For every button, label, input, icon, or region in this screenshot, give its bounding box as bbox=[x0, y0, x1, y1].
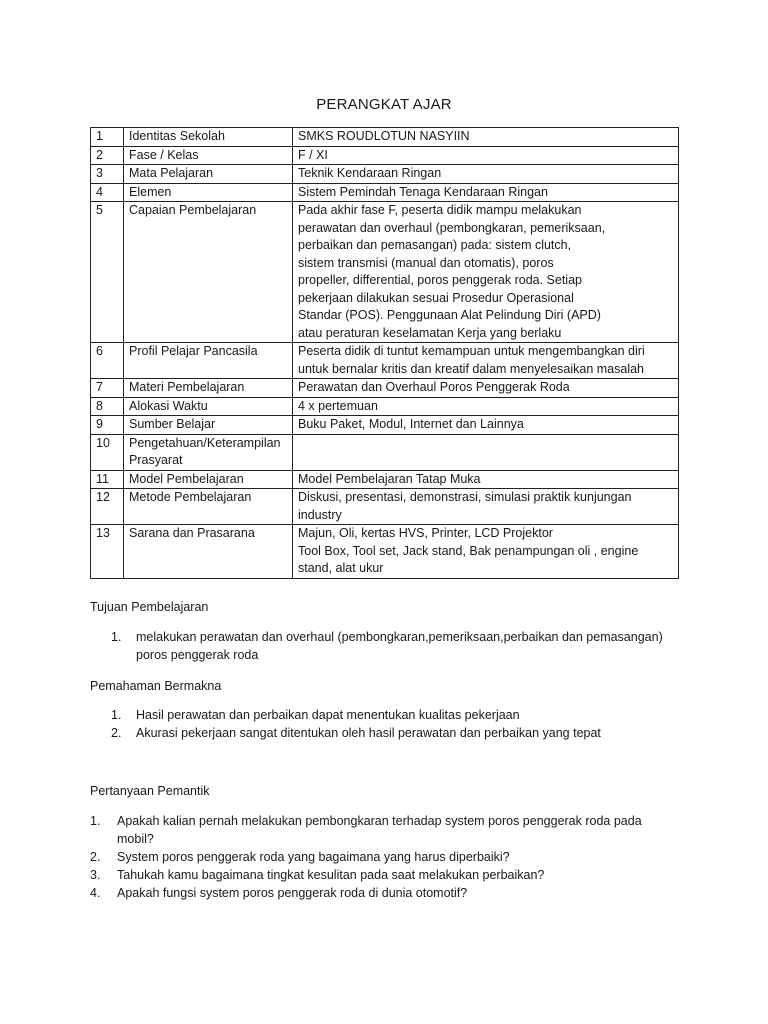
pertanyaan-heading: Pertanyaan Pemantik bbox=[90, 784, 210, 798]
row-number: 8 bbox=[91, 397, 124, 416]
table-row bbox=[91, 183, 679, 202]
row-number: 6 bbox=[91, 343, 124, 379]
row-value-line: Standar (POS). Penggunaan Alat Pelindung Diri (APD) bbox=[298, 308, 601, 322]
info-table-body bbox=[91, 128, 679, 579]
table-row bbox=[91, 165, 679, 184]
list-item bbox=[90, 812, 690, 848]
row-label: Mata Pelajaran bbox=[124, 165, 293, 184]
list-number: 1. bbox=[90, 814, 101, 828]
row-value bbox=[293, 416, 679, 435]
row-value-line: Pada akhir fase F, peserta didik mampu melakukan bbox=[298, 203, 582, 217]
table-row bbox=[91, 525, 679, 579]
row-value-line: stand, alat ukur bbox=[298, 561, 384, 575]
row-value-line: pekerjaan dilakukan sesuai Prosedur Operasional bbox=[298, 290, 574, 305]
row-value bbox=[293, 128, 679, 147]
row-value-line: Sistem Pemindah Tenaga Kendaraan Ringan bbox=[298, 184, 548, 199]
row-label: Sumber Belajar bbox=[124, 416, 293, 435]
list-item-text: mobil? bbox=[117, 832, 154, 846]
row-label: Elemen bbox=[124, 183, 293, 202]
row-value bbox=[293, 202, 679, 343]
row-value bbox=[293, 489, 679, 525]
list-item bbox=[90, 866, 690, 884]
row-value-line: perbaikan dan pemasangan) pada: sistem clutch, bbox=[298, 238, 572, 252]
row-number: 3 bbox=[91, 165, 124, 184]
row-value-line: Teknik Kendaraan Ringan bbox=[298, 166, 442, 180]
list-item bbox=[90, 848, 690, 866]
row-number: 1 bbox=[91, 128, 124, 147]
row-number: 12 bbox=[91, 489, 124, 525]
table-row bbox=[91, 343, 679, 379]
row-value bbox=[293, 183, 679, 202]
row-value-line: Tool Box, Tool set, Jack stand, Bak penampungan oli , engine bbox=[298, 543, 639, 558]
list-item-text: Tahukah kamu bagaimana tingkat kesulitan pada saat melakukan perbaikan? bbox=[117, 868, 545, 882]
row-value-line: Peserta didik di tuntut kemampuan untuk mengembangkan diri bbox=[298, 344, 645, 358]
row-value-line: propeller, differential, poros penggerak roda. Setiap bbox=[298, 273, 582, 287]
row-number: 7 bbox=[91, 379, 124, 398]
table-row bbox=[91, 434, 679, 470]
row-label: Fase / Kelas bbox=[124, 146, 293, 165]
row-number: 9 bbox=[91, 416, 124, 435]
list-item-text: melakukan perawatan dan overhaul (pembongkaran,pemeriksaan,perbaikan dan pemasangan) bbox=[136, 630, 663, 644]
table-row bbox=[91, 146, 679, 165]
row-value bbox=[293, 397, 679, 416]
row-label: Materi Pembelajaran bbox=[124, 379, 293, 398]
list-item-text: Apakah fungsi system poros penggerak roda di dunia otomotif? bbox=[117, 886, 468, 900]
list-number: 2. bbox=[90, 850, 101, 864]
row-value-line: Perawatan dan Overhaul Poros Penggerak Roda bbox=[298, 380, 570, 394]
row-value bbox=[293, 434, 679, 470]
list-item-text: Akurasi pekerjaan sangat ditentukan oleh hasil perawatan dan perbaikan yang tepat bbox=[136, 726, 601, 740]
pemahaman-list bbox=[111, 706, 711, 742]
row-label: Model Pembelajaran bbox=[124, 470, 293, 489]
list-item-text: Hasil perawatan dan perbaikan dapat menentukan kualitas pekerjaan bbox=[136, 708, 520, 722]
row-value-line: perawatan dan overhaul (pembongkaran, pemeriksaan, bbox=[298, 220, 606, 235]
row-value-line: Diskusi, presentasi, demonstrasi, simulasi praktik kunjungan bbox=[298, 490, 632, 504]
row-number: 5 bbox=[91, 202, 124, 343]
row-value bbox=[293, 146, 679, 165]
row-value-line: industry bbox=[298, 507, 342, 522]
list-number: 1. bbox=[111, 708, 122, 722]
info-table bbox=[90, 127, 679, 579]
tujuan-list bbox=[111, 628, 711, 664]
list-number: 2. bbox=[111, 726, 122, 740]
list-item-text: System poros penggerak roda yang bagaimana yang harus diperbaiki? bbox=[117, 850, 510, 864]
row-label: Identitas Sekolah bbox=[124, 128, 293, 147]
row-value bbox=[293, 343, 679, 379]
row-value-line bbox=[298, 435, 673, 453]
page-title: PERANGKAT AJAR bbox=[316, 96, 452, 113]
row-number: 10 bbox=[91, 434, 124, 470]
tujuan-heading: Tujuan Pembelajaran bbox=[90, 600, 209, 614]
list-number: 3. bbox=[90, 868, 101, 882]
table-row bbox=[91, 416, 679, 435]
table-row bbox=[91, 379, 679, 398]
list-number: 4. bbox=[90, 886, 101, 900]
row-number: 13 bbox=[91, 525, 124, 579]
row-number: 2 bbox=[91, 146, 124, 165]
list-number: 1. bbox=[111, 630, 122, 644]
table-row bbox=[91, 397, 679, 416]
list-item bbox=[111, 724, 711, 742]
row-value-line: Buku Paket, Modul, Internet dan Lainnya bbox=[298, 417, 524, 431]
row-value-line: Majun, Oli, kertas HVS, Printer, LCD Projektor bbox=[298, 526, 553, 540]
list-item bbox=[111, 706, 711, 724]
row-value-line: SMKS ROUDLOTUN NASYIIN bbox=[298, 129, 470, 143]
row-label: Alokasi Waktu bbox=[124, 397, 293, 416]
pemahaman-heading: Pemahaman Bermakna bbox=[90, 679, 222, 693]
row-label: Metode Pembelajaran bbox=[124, 489, 293, 525]
row-label: Sarana dan Prasarana bbox=[124, 525, 293, 579]
row-label: Profil Pelajar Pancasila bbox=[124, 343, 293, 379]
table-row bbox=[91, 470, 679, 489]
list-item bbox=[111, 628, 711, 664]
row-value bbox=[293, 470, 679, 489]
row-value-line: 4 x pertemuan bbox=[298, 398, 378, 413]
table-row bbox=[91, 489, 679, 525]
list-item-text: poros penggerak roda bbox=[136, 648, 259, 662]
row-value-line: F / XI bbox=[298, 147, 328, 162]
row-label: Pengetahuan/Keterampilan Prasyarat bbox=[124, 434, 293, 470]
row-value-line: sistem transmisi (manual dan otomatis), poros bbox=[298, 255, 554, 270]
row-value-line: Model Pembelajaran Tatap Muka bbox=[298, 471, 481, 486]
row-value bbox=[293, 165, 679, 184]
row-number: 4 bbox=[91, 183, 124, 202]
row-number: 11 bbox=[91, 470, 124, 489]
table-row bbox=[91, 128, 679, 147]
row-label: Capaian Pembelajaran bbox=[124, 202, 293, 343]
pertanyaan-list bbox=[90, 812, 690, 902]
row-value-line: untuk bernalar kritis dan kreatif dalam menyelesaikan masalah bbox=[298, 361, 645, 376]
row-value-line: atau peraturan keselamatan Kerja yang berlaku bbox=[298, 325, 562, 340]
row-value bbox=[293, 525, 679, 579]
list-item-text: Apakah kalian pernah melakukan pembongkaran terhadap system poros penggerak roda pada bbox=[117, 814, 642, 828]
row-value bbox=[293, 379, 679, 398]
table-row bbox=[91, 202, 679, 343]
list-item bbox=[90, 884, 690, 902]
